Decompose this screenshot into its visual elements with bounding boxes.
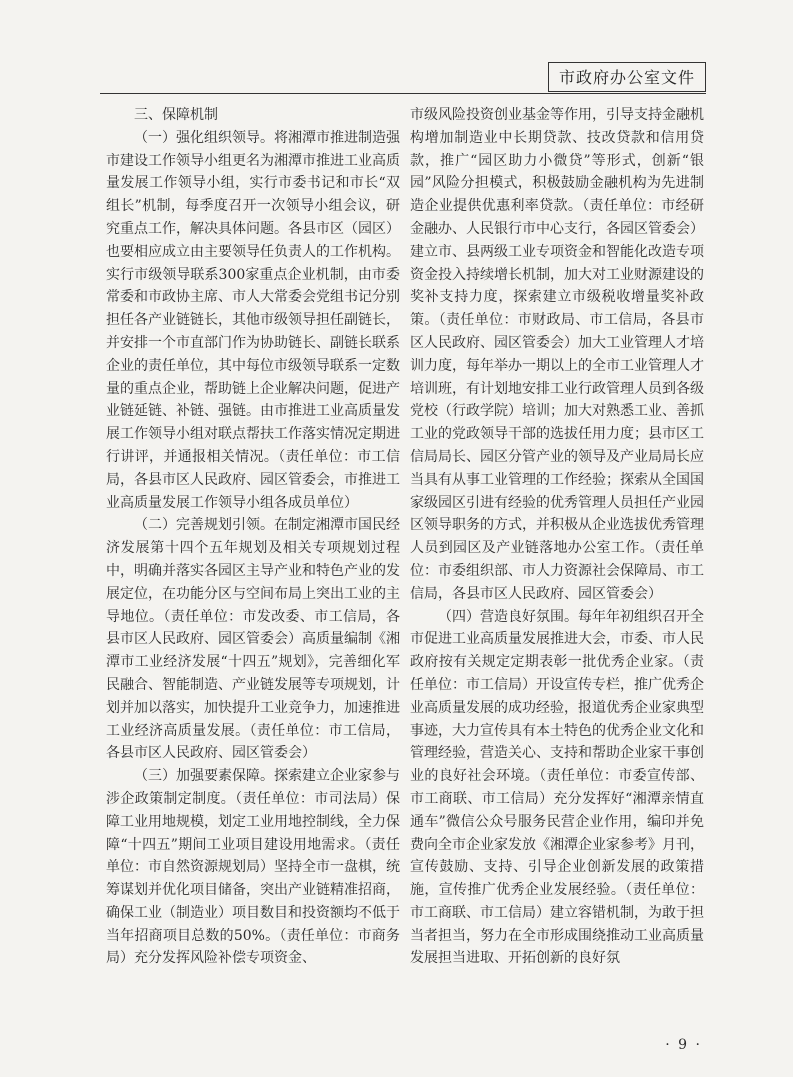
paragraph-planning-guidance: （二）完善规划引领。在制定湘潭市国民经济发展第十四个五年规划及相关专项规划过程中，明确并落实各园区主导产业和特色产业的发展定位，在功能分区与空间布局上突出工业的主导地位。（责任单位：市发改委、市工信局，各县市区人民政府、园区管委会）高质量编制《湘潭市工业经济发展“十四五”规划》，完善细化军民融合、智能制造、产业链发展等专项规划，计划并加以落实，加快提升工业竞争力，加速推进工业经济高质量发展。（责任单位：市工信局，各县市区人民政府、园区管委会） [106, 517, 400, 762]
section-title: 三、保障机制 [134, 107, 218, 123]
left-column [106, 104, 400, 970]
document-header-label: 市政府办公室文件 [548, 62, 706, 92]
paragraph-organization-leadership: （一）强化组织领导。将湘潭市推进制造强市建设工作领导小组更名为湘潭市推进工业高质量发展工作领导小组，实行市委书记和市长“双组长”机制，每季度召开一次领导小组会议，研究重点工作，解决具体问题。各县市区（园区）也要相应成立由主要领导任负责人的工作机构。实行市级领导联系300家重点企业机制，由市委常委和市政协主席、市人大常委会党组书记分别担任各产业链链长，其他市级领导担任副链长，并安排一个市直部门作为协助链长、副链长联系企业的责任单位，其中每位市级领导联系一定数量的重点企业，帮助链上企业解决问题，促进产业链延链、补链、强链。由市推进工业高质量发展工作领导小组对联点帮扶工作落实情况定期进行讲评，并通报相关情况。（责任单位：市工信局，各县市区人民政府、园区管委会，市推进工业高质量发展工作领导小组各成员单位） [106, 129, 400, 511]
paragraph-factor-guarantee-continued: 市级风险投资创业基金等作用，引导支持金融机构增加制造业中长期贷款、技改贷款和信用贷款，推广“园区助力小微贷”等形式，创新“银园”风险分担模式，积极鼓励金融机构为先进制造企业提供优惠利率贷款。（责任单位：市经研金融办、人民银行市中心支行，各园区管委会）建立市、县两级工业专项资金和智能化改造专项资金投入持续增长机制，加大对工业财源建设的奖补支持力度，探索建立市级税收增量奖补政策。（责任单位：市财政局、市工信局，各县市区人民政府、园区管委会）加大工业管理人才培训力度，每年举办一期以上的全市工业管理人才培训班，有计划地安排工业行政管理人员到各级党校（行政学院）培训；加大对熟悉工业、善抓工业的党政领导干部的选拔任用力度；县市区工信局局长、园区分管产业的领导及产业局局长应当具有从事工业管理的工作经验；探索从全国国家级园区引进有经验的优秀管理人员担任产业园区领导职务的方式，并积极从企业选拔优秀管理人员到园区及产业链落地办公室工作。（责任单位：市委组织部、市人力资源社会保障局、市工信局，各县市区人民政府、园区管委会） [410, 107, 704, 602]
paragraph-good-atmosphere: （四）营造良好氛围。每年年初组织召开全市促进工业高质量发展推进大会，市委、市人民政府按有关规定定期表彰一批优秀企业家。（责任单位：市工信局）开设宣传专栏，推广优秀企业高质量发展的成功经验，报道优秀企业家典型事迹，大力宣传具有本土特色的优秀企业文化和管理经验，营造关心、支持和帮助企业家干事创业的良好社会环境。（责任单位：市委宣传部、市工商联、市工信局）充分发挥好“湘潭亲情直通车”微信公众号服务民营企业作用，编印并免费向全市企业家发放《湘潭企业家参考》月刊，宣传鼓励、支持、引导企业创新发展的政策措施，宣传推广优秀企业发展经验。（责任单位：市工商联、市工信局）建立容错机制，为敢于担当者担当，努力在全市形成围绕推动工业高质量发展担当进取、开拓创新的良好氛 [410, 608, 704, 967]
paragraph-factor-guarantee: （三）加强要素保障。探索建立企业家参与涉企政策制定制度。（责任单位：市司法局）保障工业用地规模，划定工业用地控制线，全力保障“十四五”期间工业项目建设用地需求。（责任单位：市自然资源规划局）坚持全市一盘棋，统筹谋划并优化项目储备，突出产业链精准招商，确保工业（制造业）项目数目和投资额均不低于当年招商项目总数的50%。（责任单位：市商务局）充分发挥风险补偿专项资金、 [106, 768, 400, 967]
right-column [410, 104, 704, 970]
header-divider [100, 93, 706, 94]
page-number: · 9 · [665, 1037, 702, 1053]
